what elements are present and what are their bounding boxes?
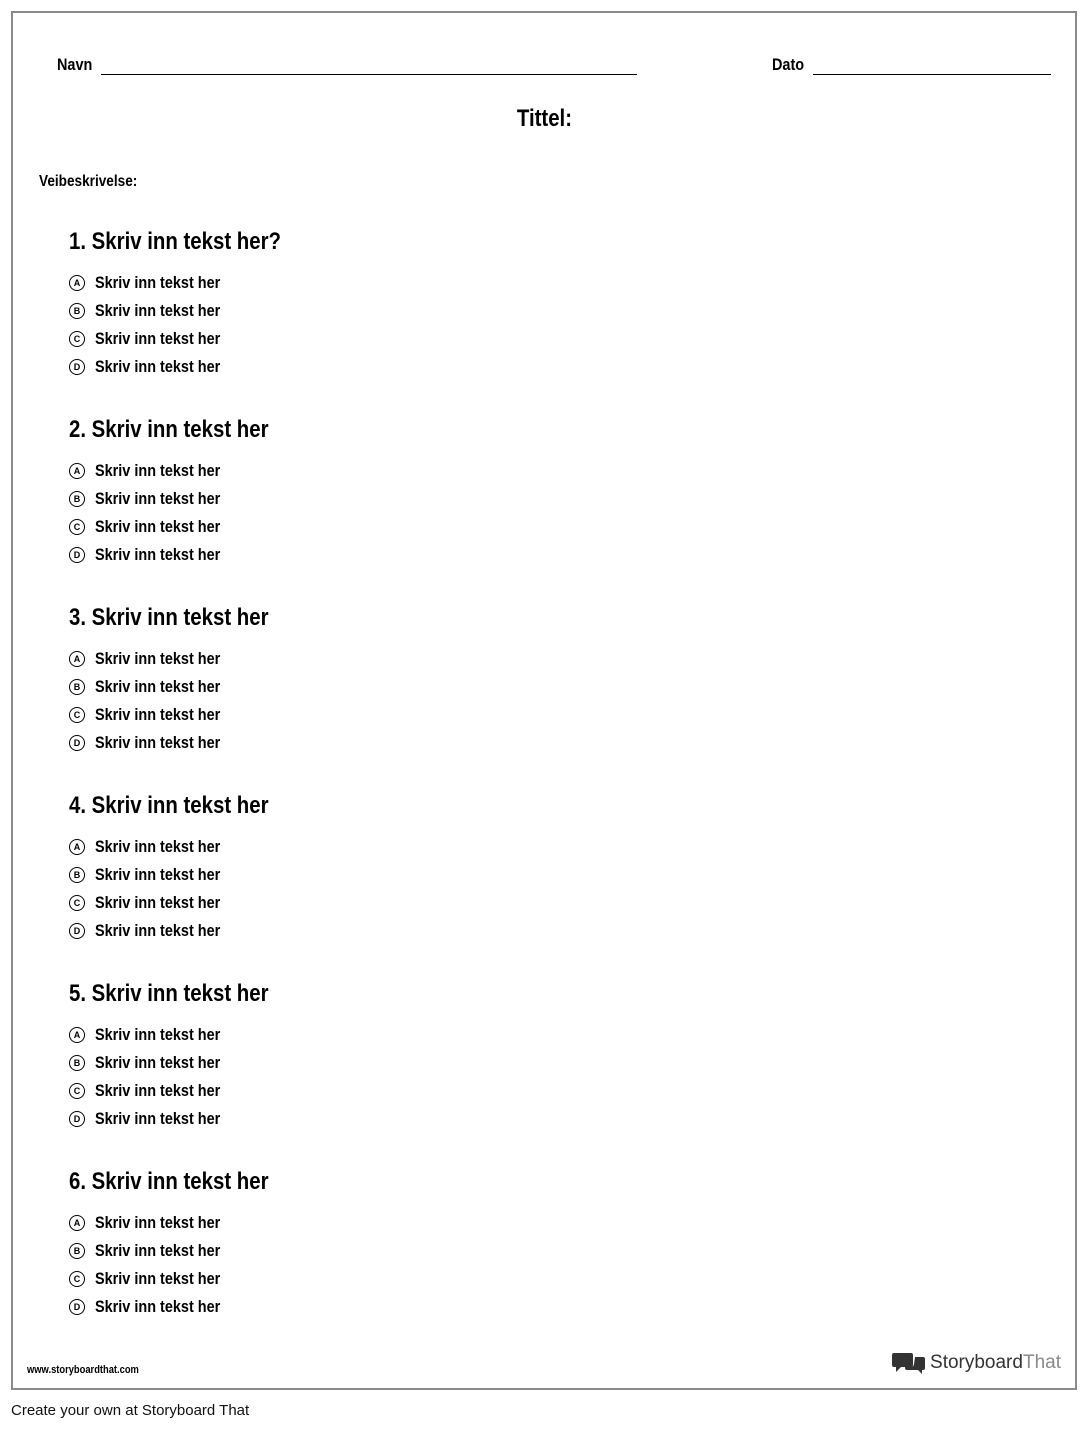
choice-text: Skriv inn tekst her [95, 489, 221, 508]
answer-bubble[interactable]: A [69, 651, 85, 667]
choice-text: Skriv inn tekst her [95, 329, 221, 348]
question-text: 5. Skriv inn tekst her [69, 980, 269, 1007]
choice-text: Skriv inn tekst her [95, 1213, 221, 1232]
answer-bubble[interactable]: A [69, 463, 85, 479]
answer-choice[interactable] [69, 353, 669, 381]
answer-choice[interactable] [69, 1293, 669, 1321]
choice-text: Skriv inn tekst her [95, 461, 221, 480]
answer-bubble[interactable]: D [69, 923, 85, 939]
answer-choice[interactable] [69, 917, 669, 945]
choice-text: Skriv inn tekst her [95, 301, 221, 320]
storyboardthat-logo [892, 1350, 1061, 1376]
choice-text: Skriv inn tekst her [95, 733, 221, 752]
choice-text: Skriv inn tekst her [95, 705, 221, 724]
choice-text: Skriv inn tekst her [95, 1241, 221, 1260]
answer-bubble[interactable]: B [69, 1055, 85, 1071]
speech-bubbles-icon [892, 1350, 926, 1376]
answer-choice[interactable] [69, 1049, 669, 1077]
question-text: 1. Skriv inn tekst her? [69, 228, 282, 255]
choice-text: Skriv inn tekst her [95, 1109, 221, 1128]
answer-bubble[interactable]: B [69, 1243, 85, 1259]
choice-text: Skriv inn tekst her [95, 1269, 221, 1288]
question-text: 4. Skriv inn tekst her [69, 792, 269, 819]
choice-text: Skriv inn tekst her [95, 545, 221, 564]
answer-choice[interactable] [69, 1265, 669, 1293]
answer-bubble[interactable]: C [69, 1271, 85, 1287]
answer-choice[interactable] [69, 1237, 669, 1265]
answer-bubble[interactable]: C [69, 1083, 85, 1099]
answer-bubble[interactable]: A [69, 1027, 85, 1043]
choice-text: Skriv inn tekst her [95, 1081, 221, 1100]
date-label: Dato [772, 55, 805, 74]
logo-main-text: Storyboard [930, 1352, 1023, 1373]
answer-bubble[interactable]: A [69, 839, 85, 855]
choice-list [69, 269, 669, 381]
answer-bubble[interactable]: B [69, 867, 85, 883]
footer-url: www.storyboardthat.com [27, 1364, 139, 1376]
answer-choice[interactable] [69, 325, 669, 353]
worksheet [11, 11, 1077, 1390]
answer-choice[interactable] [69, 1105, 669, 1133]
answer-choice[interactable] [69, 729, 669, 757]
answer-bubble[interactable]: C [69, 519, 85, 535]
answer-bubble[interactable]: B [69, 303, 85, 319]
question-text: 3. Skriv inn tekst her [69, 604, 269, 631]
choice-text: Skriv inn tekst her [95, 677, 221, 696]
date-line [813, 74, 1051, 75]
choice-text: Skriv inn tekst her [95, 649, 221, 668]
answer-choice[interactable] [69, 297, 669, 325]
answer-choice[interactable] [69, 701, 669, 729]
question-block [69, 415, 669, 569]
answer-choice[interactable] [69, 485, 669, 513]
answer-bubble[interactable]: A [69, 1215, 85, 1231]
choice-list [69, 833, 669, 945]
choice-text: Skriv inn tekst her [95, 837, 221, 856]
choice-text: Skriv inn tekst her [95, 865, 221, 884]
answer-bubble[interactable]: C [69, 707, 85, 723]
choice-text: Skriv inn tekst her [95, 273, 221, 292]
choice-list [69, 645, 669, 757]
answer-choice[interactable] [69, 889, 669, 917]
question-text: 2. Skriv inn tekst her [69, 416, 269, 443]
answer-bubble[interactable]: B [69, 491, 85, 507]
name-label: Navn [57, 55, 93, 74]
answer-choice[interactable] [69, 1021, 669, 1049]
answer-choice[interactable] [69, 833, 669, 861]
answer-choice[interactable] [69, 513, 669, 541]
choice-text: Skriv inn tekst her [95, 517, 221, 536]
answer-choice[interactable] [69, 645, 669, 673]
answer-choice[interactable] [69, 457, 669, 485]
answer-choice[interactable] [69, 861, 669, 889]
choice-text: Skriv inn tekst her [95, 1053, 221, 1072]
choice-text: Skriv inn tekst her [95, 893, 221, 912]
choice-text: Skriv inn tekst her [95, 1025, 221, 1044]
answer-bubble[interactable]: C [69, 331, 85, 347]
answer-bubble[interactable]: C [69, 895, 85, 911]
answer-bubble[interactable]: A [69, 275, 85, 291]
question-block [69, 1167, 669, 1321]
choice-text: Skriv inn tekst her [95, 357, 221, 376]
name-line [101, 74, 637, 75]
choice-list [69, 1209, 669, 1321]
question-block [69, 227, 669, 381]
choice-list [69, 457, 669, 569]
logo-thin-text: That [1022, 1352, 1061, 1373]
description-label: Veibeskrivelse: [39, 173, 138, 190]
worksheet-title: Tittel: [516, 105, 572, 132]
answer-choice[interactable] [69, 673, 669, 701]
answer-bubble[interactable]: D [69, 359, 85, 375]
answer-choice[interactable] [69, 1077, 669, 1105]
answer-bubble[interactable]: D [69, 1111, 85, 1127]
answer-choice[interactable] [69, 1209, 669, 1237]
answer-choice[interactable] [69, 269, 669, 297]
choice-list [69, 1021, 669, 1133]
credit-line: Create your own at Storyboard That [11, 1402, 250, 1419]
answer-choice[interactable] [69, 541, 669, 569]
question-block [69, 791, 669, 945]
question-block [69, 603, 669, 757]
answer-bubble[interactable]: D [69, 547, 85, 563]
answer-bubble[interactable]: D [69, 1299, 85, 1315]
question-text: 6. Skriv inn tekst her [69, 1168, 269, 1195]
answer-bubble[interactable]: B [69, 679, 85, 695]
question-block [69, 979, 669, 1133]
choice-text: Skriv inn tekst her [95, 1297, 221, 1316]
choice-text: Skriv inn tekst her [95, 921, 221, 940]
answer-bubble[interactable]: D [69, 735, 85, 751]
